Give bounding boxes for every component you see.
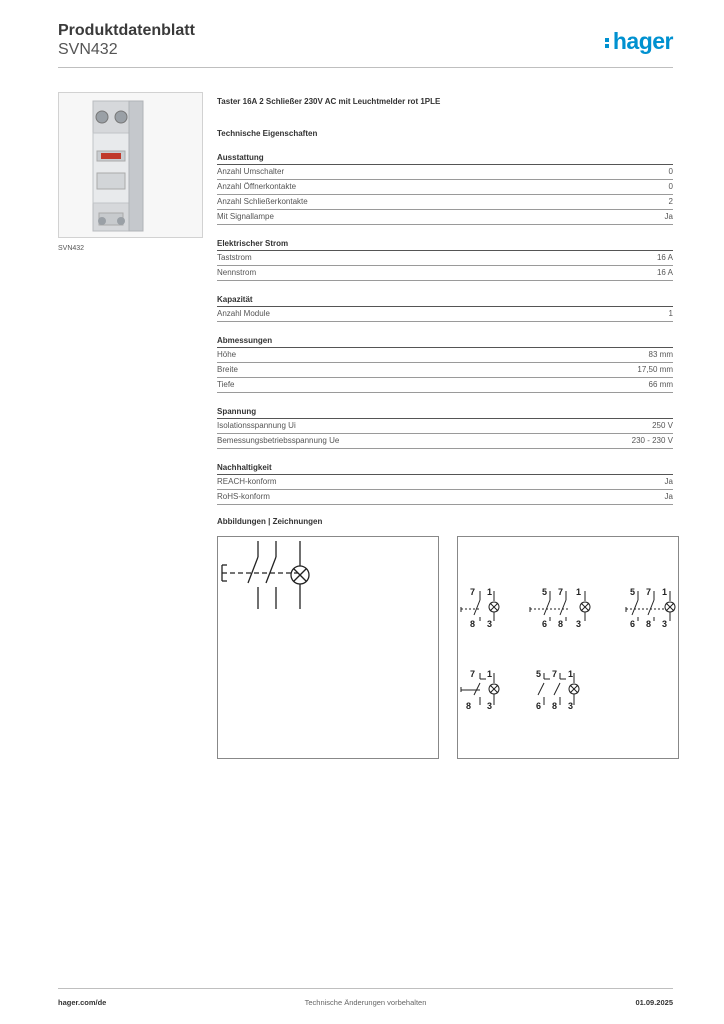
page-footer	[58, 988, 673, 1007]
spec-label: Anzahl Schließerkontakte	[217, 197, 308, 206]
spec-row	[217, 419, 673, 434]
spec-label: RoHS-konform	[217, 492, 270, 501]
spec-value: 83 mm	[648, 350, 673, 359]
footer-disclaimer: Technische Änderungen vorbehalten	[304, 998, 427, 1007]
terminal-label: 3	[487, 619, 493, 629]
terminal-label: 6	[630, 619, 636, 629]
spec-group-title: Nachhaltigkeit	[217, 463, 673, 475]
spec-value: 16 A	[656, 253, 673, 262]
spec-value: Ja	[664, 212, 673, 221]
terminal-label: 6	[542, 619, 548, 629]
spec-label: REACH-konform	[217, 477, 277, 486]
document-title: Produktdatenblatt	[58, 22, 195, 39]
terminal-label: 7	[646, 587, 652, 597]
terminal-label: 1	[576, 587, 582, 597]
spec-row	[217, 490, 673, 505]
spec-row	[217, 434, 673, 449]
spec-group-title: Ausstattung	[217, 153, 673, 165]
spec-row	[217, 363, 673, 378]
spec-row	[217, 307, 673, 322]
spec-value: 2	[668, 197, 673, 206]
spec-label: Anzahl Umschalter	[217, 167, 285, 176]
spec-label: Breite	[217, 365, 238, 374]
spec-value: 0	[668, 182, 673, 191]
spec-groups	[217, 153, 673, 505]
schematic-drawing	[217, 536, 439, 759]
spec-group-title: Spannung	[217, 407, 673, 419]
spec-group	[217, 336, 673, 393]
spec-value: 0	[668, 167, 673, 176]
spec-group	[217, 463, 673, 505]
logo-dots-icon	[605, 36, 611, 50]
terminal-label: 7	[470, 587, 476, 597]
terminal-label: 1	[487, 669, 493, 679]
terminal-label: 8	[470, 619, 476, 629]
spec-value: 1	[668, 309, 673, 318]
spec-group	[217, 239, 673, 281]
terminal-label: 3	[487, 701, 493, 711]
spec-value: 16 A	[656, 268, 673, 277]
spec-group	[217, 153, 673, 225]
spec-group	[217, 407, 673, 449]
spec-value: Ja	[664, 492, 673, 501]
terminal-label: 7	[470, 669, 476, 679]
spec-label: Taststrom	[217, 253, 252, 262]
spec-row	[217, 195, 673, 210]
spec-group-title: Elektrischer Strom	[217, 239, 673, 251]
spec-row	[217, 475, 673, 490]
spec-label: Bemessungsbetriebsspannung Ue	[217, 436, 340, 445]
wiring-variants-drawing	[457, 536, 679, 759]
specifications	[217, 96, 673, 505]
section-title: Technische Eigenschaften	[217, 129, 318, 138]
terminal-label: 8	[558, 619, 564, 629]
spec-label: Isolationsspannung Ui	[217, 421, 296, 430]
terminal-label: 8	[646, 619, 652, 629]
terminal-label: 1	[487, 587, 493, 597]
drawings-title: Abbildungen | Zeichnungen	[217, 517, 323, 526]
terminal-label: 7	[558, 587, 564, 597]
terminal-label: 5	[630, 587, 636, 597]
spec-label: Nennstrom	[217, 268, 257, 277]
terminal-label: 1	[568, 669, 574, 679]
footer-website-link[interactable]: hager.com/de	[58, 998, 107, 1007]
terminal-label: 6	[536, 701, 542, 711]
spec-group-title: Kapazität	[217, 295, 673, 307]
spec-label: Anzahl Öffnerkontakte	[217, 182, 297, 191]
spec-label: Anzahl Module	[217, 309, 270, 318]
spec-value: 66 mm	[648, 380, 673, 389]
spec-label: Mit Signallampe	[217, 212, 274, 221]
spec-group-title: Abmessungen	[217, 336, 673, 348]
product-description: Taster 16A 2 Schließer 230V AC mit Leuchtmelder rot 1PLE	[217, 97, 441, 106]
spec-label: Tiefe	[217, 380, 235, 389]
spec-value: 250 V	[652, 421, 673, 430]
terminal-label: 7	[552, 669, 558, 679]
page-header	[58, 22, 673, 68]
spec-row	[217, 266, 673, 281]
spec-row	[217, 348, 673, 363]
terminal-label: 8	[466, 701, 472, 711]
terminal-label: 8	[552, 701, 558, 711]
spec-row	[217, 251, 673, 266]
spec-label: Höhe	[217, 350, 237, 359]
spec-value: 230 - 230 V	[631, 436, 673, 445]
spec-value: 17,50 mm	[637, 365, 673, 374]
terminal-label: 1	[662, 587, 668, 597]
spec-row	[217, 378, 673, 393]
hager-logo	[605, 28, 673, 55]
spec-group	[217, 295, 673, 322]
spec-row	[217, 180, 673, 195]
article-number: SVN432	[58, 41, 118, 58]
spec-row	[217, 165, 673, 180]
terminal-label: 3	[568, 701, 574, 711]
terminal-label: 5	[542, 587, 548, 597]
product-image-caption: SVN432	[58, 245, 85, 252]
terminal-label: 3	[576, 619, 582, 629]
terminal-label: 5	[536, 669, 542, 679]
terminal-label: 3	[662, 619, 668, 629]
spec-row	[217, 210, 673, 225]
spec-value: Ja	[664, 477, 673, 486]
product-image	[58, 92, 203, 238]
footer-date: 01.09.2025	[635, 998, 673, 1007]
logo-text: hager	[612, 28, 673, 54]
